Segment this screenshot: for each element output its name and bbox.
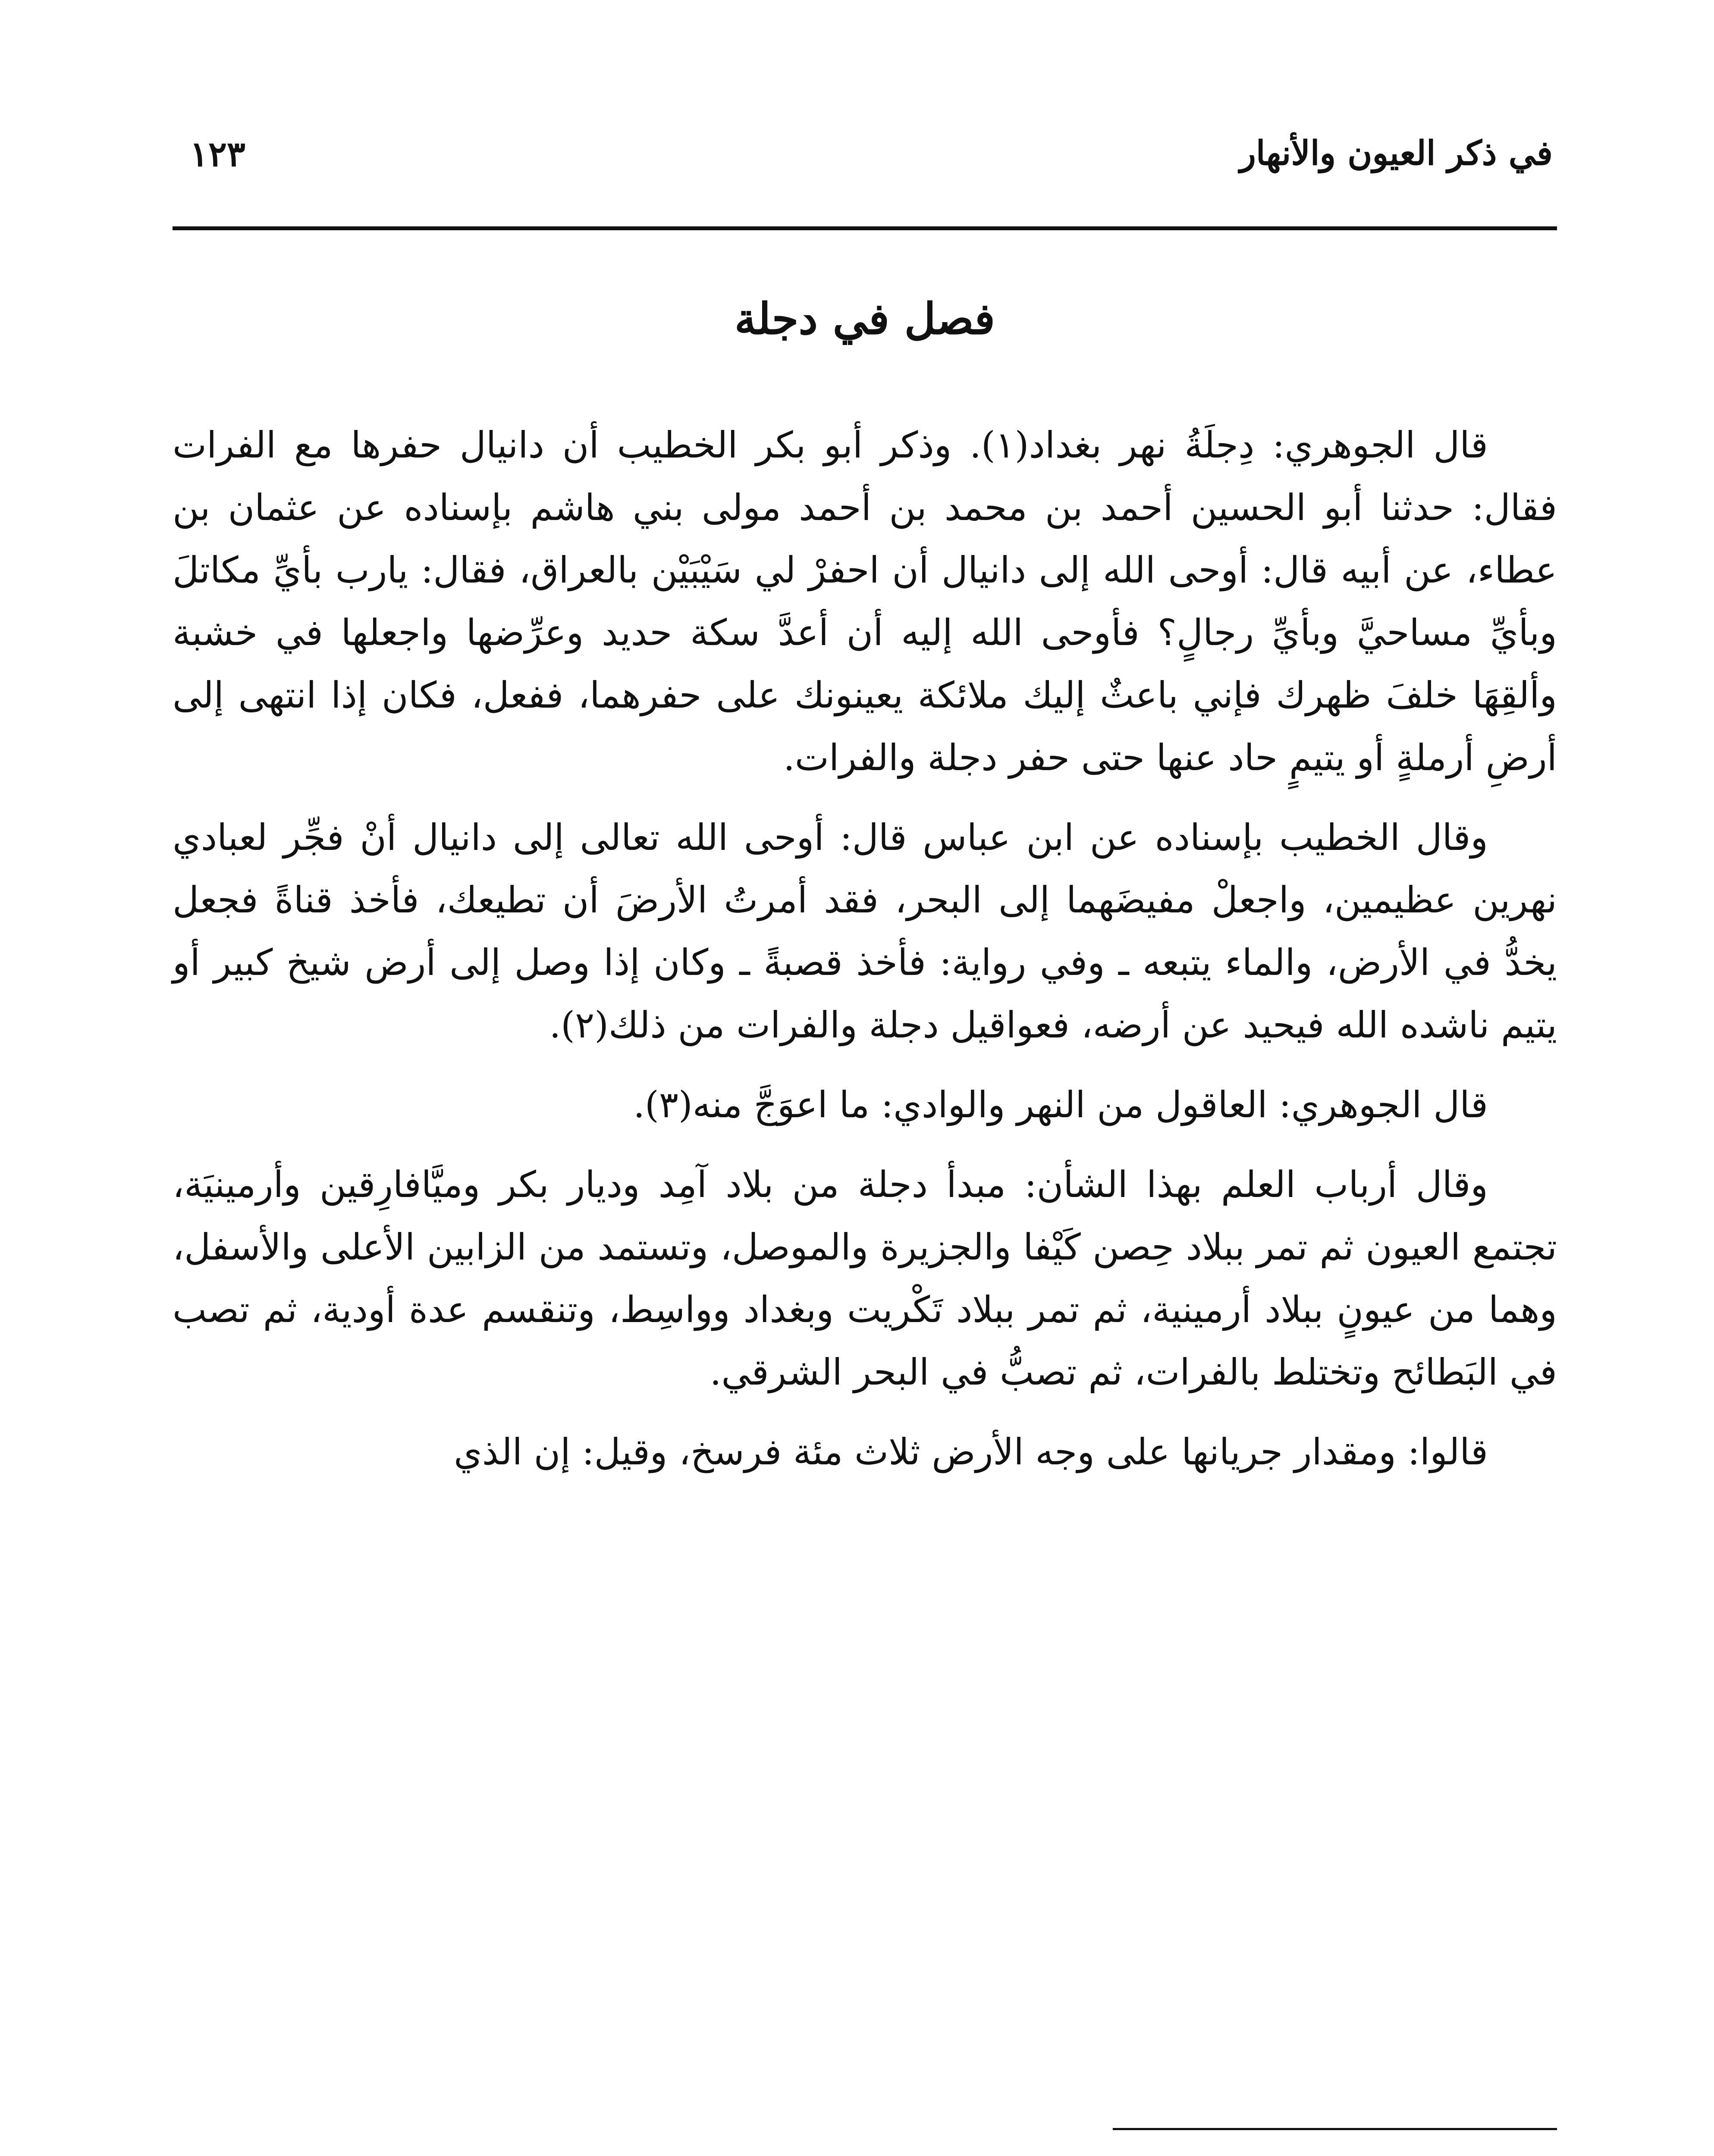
paragraph: وقال أرباب العلم بهذا الشأن: مبدأ دجلة من بلاد آمِد وديار بكر وميَّافارِقين وأرمينيَة، تجتمع العيون ثم تمر ببلاد حِصن كَيْفا والجزيرة والموصل، وتستمد من الزابين الأعلى والأسفل، وهما من عيونٍ ببلاد أرمينية، ثم تمر ببلاد تَكْريت وبغداد وواسِط، وتنقسم عدة أودية، ثم تصب في البَطائح وتختلط بالفرات، ثم تصبُّ في البحر الشرقي. [173, 1163, 1557, 1393]
section-title: فصل في دجلة [734, 293, 995, 344]
footnote-rule [1113, 2128, 1557, 2130]
footnote [173, 2154, 1557, 2156]
page-number: ١٢٣ [190, 134, 245, 174]
paragraph: وقال الخطيب بإسناده عن ابن عباس قال: أوحى الله تعالى إلى دانيال أنْ فجِّر لعبادي نهرين عظيمين، واجعلْ مفيضَهما إلى البحر، فقد أمرتُ الأرضَ أن تطيعك، فأخذ قناةً فجعل يخدُّ في الأرض، والماء يتبعه ـ وفي رواية: فأخذ قصبةً ـ وكان إذا وصل إلى أرض شيخ كبير أو يتيم ناشده الله فيحيد عن أرضه، فعواقيل دجلة والفرات من ذلك(٢). [173, 816, 1557, 1046]
page-header [173, 134, 1553, 198]
body-text [173, 414, 1557, 1501]
footnotes [173, 2154, 1557, 2156]
paragraph: قال الجوهري: العاقول من النهر والوادي: ما اعوَجَّ منه(٣). [633, 1084, 1488, 1126]
paragraph: قالوا: ومقدار جريانها على وجه الأرض ثلاث مئة فرسخ، وقيل: إن الذي [454, 1431, 1488, 1473]
running-title: في ذكر العيون والأنهار [1240, 134, 1553, 173]
paragraph: قال الجوهري: دِجلَةُ نهر بغداد(١). وذكر أبو بكر الخطيب أن دانيال حفرها مع الفرات فقال: حدثنا أبو الحسين أحمد بن محمد بن أحمد مولى بني هاشم بإسناده عن عثمان بن عطاء، عن أبيه قال: أوحى الله إلى دانيال أن احفرْ لي سَيْبَيْن بالعراق، فقال: يارب بأيِّ مكاتلَ وبأيِّ مساحيَّ وبأيِّ رجالٍ؟ فأوحى الله إليه أن أعدَّ سكة حديد وعرِّضها واجعلها في خشبة وألقِهَا خلفَ ظهرك فإني باعثٌ إليك ملائكة يعينونك على حفرهما، ففعل، فكان إذا انتهى إلى أرضِ أرملةٍ أو يتيمٍ حاد عنها حتى حفر دجلة والفرات. [173, 424, 1557, 779]
header-rule [173, 226, 1557, 230]
